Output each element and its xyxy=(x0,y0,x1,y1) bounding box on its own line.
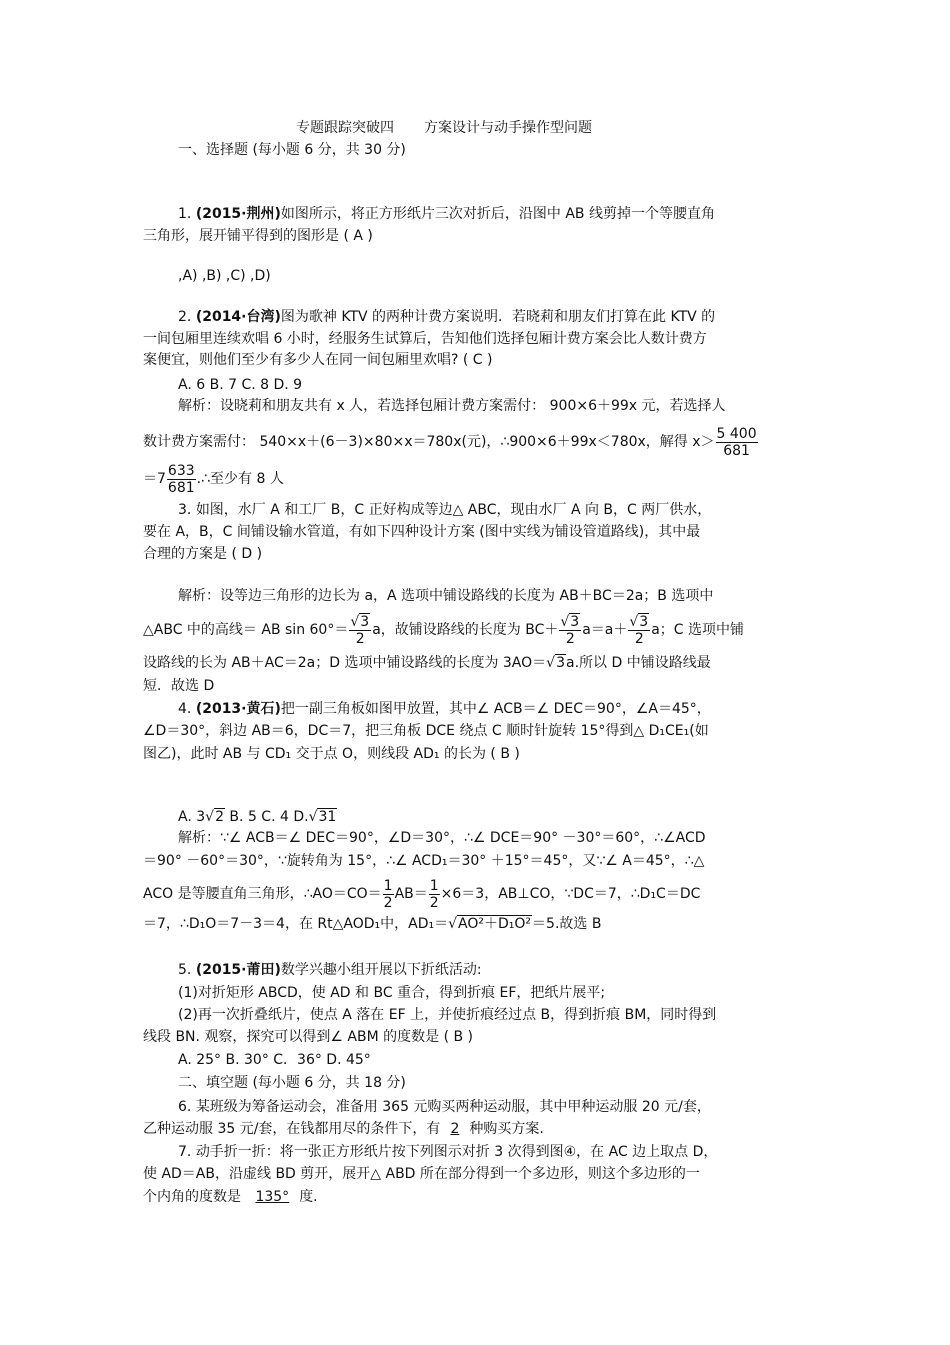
question-4-line2: ∠D＝30°，斜边 AB＝6，DC＝7，把三角板 DCE 绕点 C 顺时针旋转 15°得到△ D₁CE₁(如 xyxy=(143,723,709,739)
question-5: 5. (2015·莆田)数学兴趣小组开展以下折纸活动: xyxy=(178,962,482,978)
page-title: 专题跟踪突破四 方案设计与动手操作型问题 xyxy=(296,120,592,136)
question-3-line3: 合理的方案是 ( D ) xyxy=(143,546,263,562)
question-4-solution-line3: ACO 是等腰直角三角形，∴AO＝CO＝ $\frac{1}{2}$ AB＝ $\frac{1}{2}$ ×6＝3，AB⊥CO，∵DC＝7，∴D₁C＝DC xyxy=(143,877,701,911)
question-7: 7. 动手折一折：将一张正方形纸片按下列图示对折 3 次得到图④，在 AC 边上取点 D， xyxy=(178,1144,718,1160)
question-5-step2: (2)再一次折叠纸片，使点 A 落在 EF 上，并使折痕经过点 B，得到折痕 BM，同时得到 xyxy=(178,1007,717,1023)
question-6-line2: 乙种运动服 35 元/套，在钱都用尽的条件下，有 2 种购买方案. xyxy=(143,1121,544,1137)
question-7-line3: 个内角的度数是 135° 度. xyxy=(143,1189,318,1205)
question-6: 6. 某班级为筹备运动会，准备用 365 元购买两种运动服，其中甲种运动服 20 元/套， xyxy=(178,1099,711,1115)
question-2-solution-line3: ＝7 $\frac{633}{681}$ .∴至少有 8 人 xyxy=(143,462,284,496)
question-7-line2: 使 AD＝AB，沿虚线 BD 剪开，展开△ ABD 所在部分得到一个多边形，则这个多边形的一 xyxy=(143,1166,700,1182)
question-5-step2-line2: 线段 BN. 观察，探究可以得到∠ ABM 的度数是 ( B ) xyxy=(143,1029,474,1045)
question-1-options: ,A) ,B) ,C) ,D) xyxy=(178,268,271,284)
question-5-step1: (1)对折矩形 ABCD，使 AD 和 BC 重合，得到折痕 EF，把纸片展平; xyxy=(178,985,606,1001)
question-3-solution-line4: 短．故选 D xyxy=(143,678,215,694)
question-2: 2. (2014·台湾)图为歌神 KTV 的两种计费方案说明．若晓莉和朋友们打算在此 KTV 的 xyxy=(178,309,716,325)
question-4-solution-line4: ＝7，∴D₁O＝7－3＝4，在 Rt△AOD₁中，AD₁＝√AO²＋D₁O²＝5.故选 B xyxy=(143,916,602,932)
answer-blank: 135° xyxy=(255,1189,290,1205)
question-3-solution-line1: 解析：设等边三角形的边长为 a，A 选项中铺设路线的长度为 AB＋BC＝2a；B 选项中 xyxy=(178,588,714,604)
question-3-line2: 要在 A，B，C 间铺设输水管道，有如下四种设计方案 (图中实线为铺设管道路线)，其中最 xyxy=(143,524,701,540)
answer-blank: 2 xyxy=(450,1121,460,1137)
question-4: 4. (2013·黄石)把一副三角板如图甲放置，其中∠ ACB＝∠ DEC＝90°，∠A＝45°， xyxy=(178,701,711,717)
question-4-solution-line1: 解析：∵∠ ACB＝∠ DEC＝90°，∠D＝30°，∴∠ DCE＝90° －30°＝60°，∴∠ACD xyxy=(178,830,706,846)
section-heading-fill: 二、填空题 (每小题 6 分，共 18 分) xyxy=(178,1075,406,1091)
question-1: 1. (2015·荆州)如图所示，将正方形纸片三次对折后，沿图中 AB 线剪掉一个等腰直角 xyxy=(178,206,715,222)
question-4-line3: 图乙)，此时 AB 与 CD₁ 交于点 O，则线段 AD₁ 的长为 ( B ) xyxy=(143,746,520,762)
question-3-solution-line2: △ABC 中的高线＝ AB sin 60°＝ $\frac{√3}{2}$ a，故铺设路线的长度为 BC＋ $\frac{√3}{2}$ a＝a＋ $\frac{√3}{2}$ a；C 选项中铺 xyxy=(143,613,745,647)
question-2-solution-line2: 数计费方案需付： 540×x＋(6－3)×80×x＝780x(元)，∴900×6＋99x＜780x，解得 x＞ $\frac{5 400}{681}$ xyxy=(143,425,757,459)
mixed-fraction: $\frac{633}{681}$ xyxy=(167,462,195,496)
question-2-solution-line1: 解析：设晓莉和朋友共有 x 人，若选择包厢计费方案需付： 900×6＋99x 元，若选择人 xyxy=(178,398,726,414)
question-2-line3: 案便宜，则他们至少有多少人在同一间包厢里欢唱? ( C ) xyxy=(143,352,493,368)
question-2-options: A. 6 B. 7 C. 8 D. 9 xyxy=(178,377,303,393)
question-3: 3. 如图，水厂 A 和工厂 B，C 正好构成等边△ ABC，现由水厂 A 向 B，C 两厂供水， xyxy=(178,502,712,518)
question-2-line2: 一间包厢里连续欢唱 6 小时，经服务生试算后，告知他们选择包厢计费方案会比人数计费方 xyxy=(143,331,707,347)
question-5-options: A. 25° B. 30° C．36° D. 45° xyxy=(178,1052,371,1068)
fraction: $\frac{5 400}{681}$ xyxy=(716,425,757,459)
question-4-solution-line2: ＝90° －60°＝30°，∵旋转角为 15°，∴∠ ACD₁＝30° ＋15°＝45°，又∵∠ A＝45°，∴△ xyxy=(143,853,705,869)
section-heading-choice: 一、选择题 (每小题 6 分，共 30 分) xyxy=(178,142,406,158)
question-1-line2: 三角形，展开铺平得到的图形是 ( A ) xyxy=(143,228,373,244)
question-3-solution-line3: 设路线的长为 AB＋AC＝2a；D 选项中铺设路线的长度为 3AO＝√3a.所以 D 中铺设路线最 xyxy=(143,655,711,671)
question-4-options: A. 3√2 B. 5 C. 4 D.√31 xyxy=(178,809,337,825)
